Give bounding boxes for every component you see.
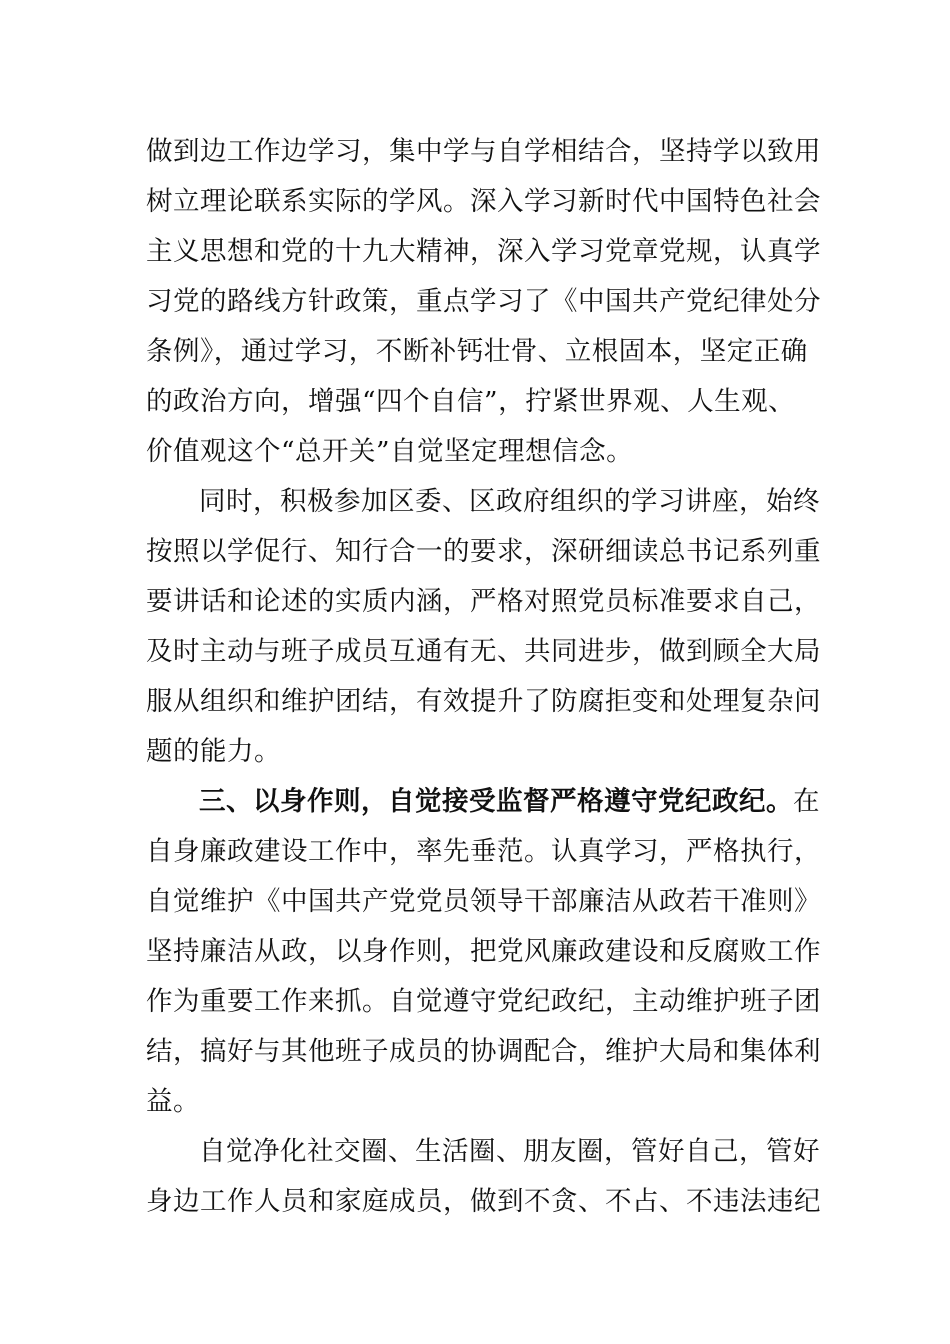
text-line: 结，搞好与其他班子成员的协调配合，维护大局和集体利 xyxy=(146,1036,821,1067)
text-line: 自身廉政建设工作中，率先垂范。认真学习，严格执行， xyxy=(146,836,821,867)
text-line: 主义思想和党的十九大精神，深入学习党章党规，认真学 xyxy=(146,236,821,267)
text-line: 坚持廉洁从政，以身作则，把党风廉政建设和反腐败工作 xyxy=(146,936,821,967)
text-line: 树立理论联系实际的学风。深入学习新时代中国特色社会 xyxy=(146,186,821,217)
document-body xyxy=(146,127,821,1227)
text-line: 身边工作人员和家庭成员，做到不贪、不占、不违法违纪 xyxy=(146,1186,821,1217)
text-line: 价值观这个“总开关”自觉坚定理想信念。 xyxy=(146,436,634,467)
paragraph-lectures xyxy=(146,477,821,777)
text-line: 服从组织和维护团结，有效提升了防腐拒变和处理复杂问 xyxy=(146,686,821,717)
text-line: 同时，积极参加区委、区政府组织的学习讲座，始终 xyxy=(199,486,820,517)
paragraph-circles xyxy=(146,1127,821,1227)
paragraph-study xyxy=(146,127,821,477)
text-line: 自觉净化社交圈、生活圈、朋友圈，管好自己，管好 xyxy=(199,1136,820,1167)
text-line: 题的能力。 xyxy=(146,736,281,767)
heading-tail-text: 在 xyxy=(793,786,820,817)
text-line: 益。 xyxy=(146,1086,200,1117)
text-line: 习党的路线方针政策，重点学习了《中国共产党纪律处分 xyxy=(146,286,821,317)
text-line: 作为重要工作来抓。自觉遵守党纪政纪，主动维护班子团 xyxy=(146,986,821,1017)
text-line: 做到边工作边学习，集中学与自学相结合，坚持学以致用 xyxy=(146,136,821,167)
text-line: 条例》，通过学习，不断补钙壮骨、立根固本，坚定正确 xyxy=(146,336,808,367)
text-line: 及时主动与班子成员互通有无、共同进步，做到顾全大局 xyxy=(146,636,821,667)
text-line: 的政治方向，增强“四个自信”，拧紧世界观、人生观、 xyxy=(146,386,796,417)
text-line: 按照以学促行、知行合一的要求，深研细读总书记系列重 xyxy=(146,536,821,567)
section-heading: 三、以身作则，自觉接受监督严格遵守党纪政纪。 xyxy=(199,786,793,817)
text-line: 要讲话和论述的实质内涵，严格对照党员标准要求自己， xyxy=(146,586,821,617)
heading-line xyxy=(146,777,820,827)
text-line: 自觉维护《中国共产党党员领导干部廉洁从政若干准则》 xyxy=(146,886,821,917)
paragraph-discipline xyxy=(146,777,821,1127)
